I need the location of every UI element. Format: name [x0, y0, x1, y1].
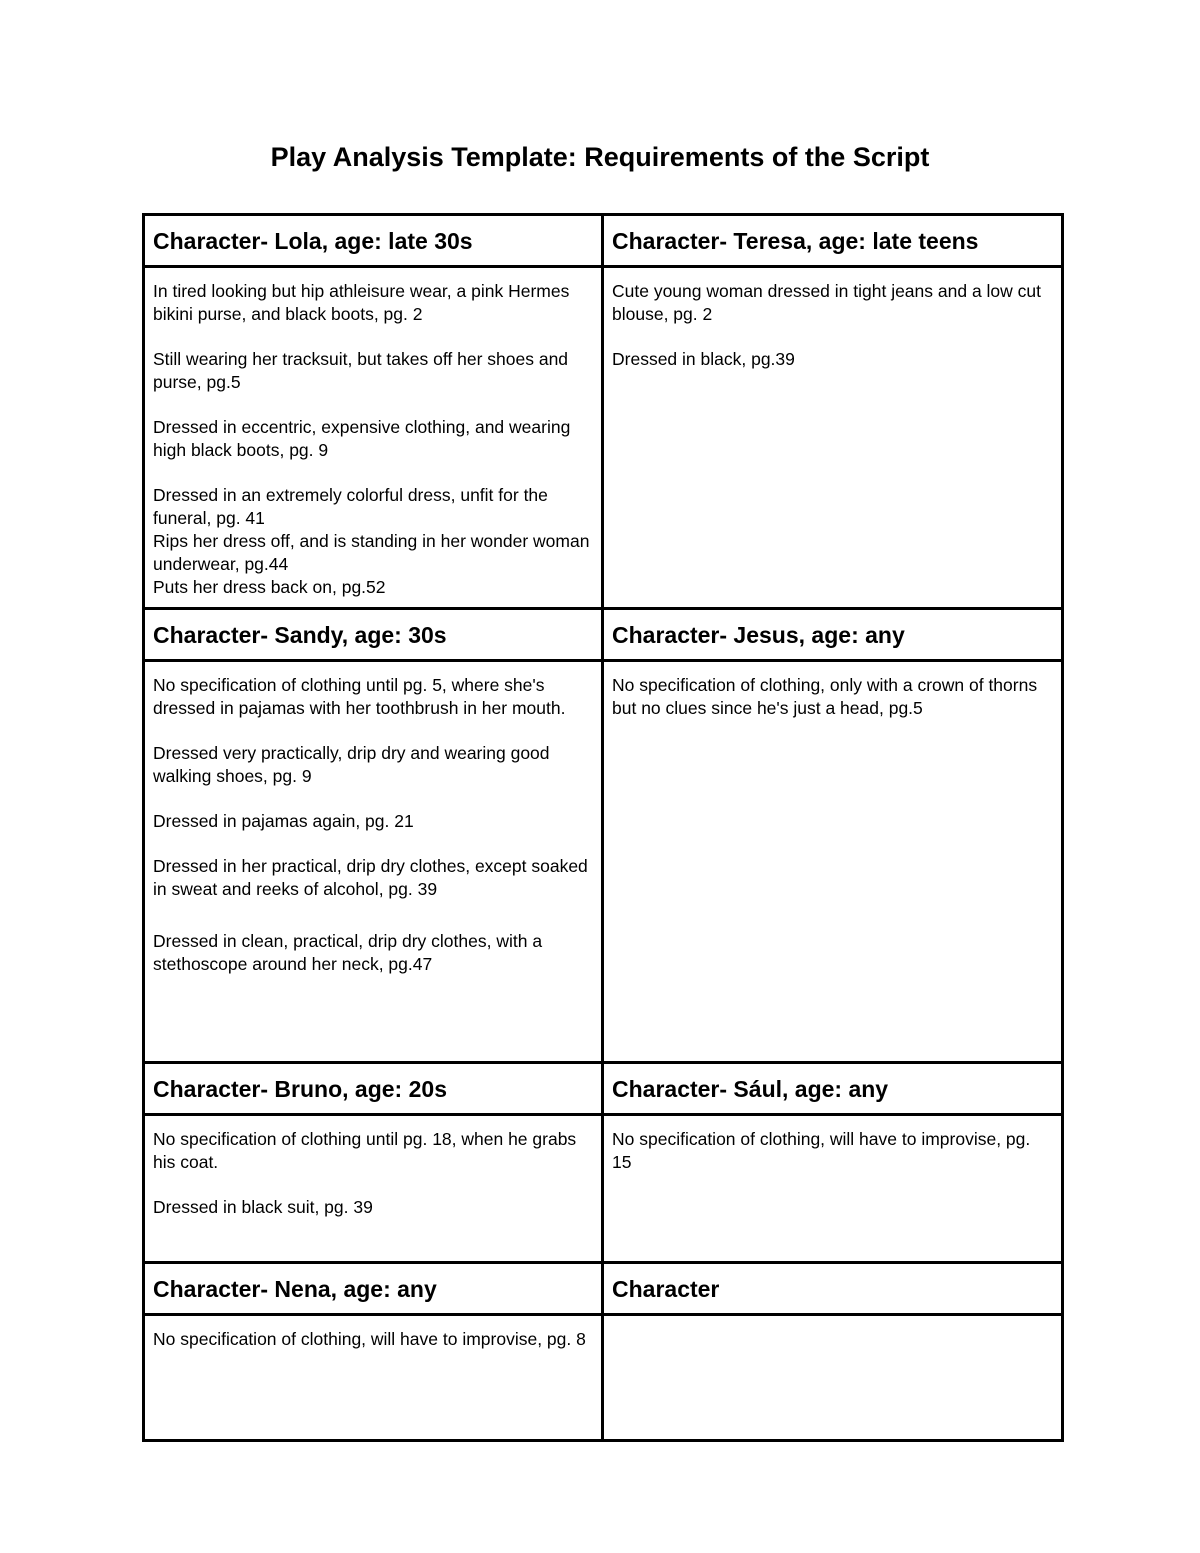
costume-note-line: Dressed in black, pg.39 — [612, 349, 795, 369]
costume-note-line: Rips her dress off, and is standing in her wonder woman underwear, pg.44 — [153, 531, 590, 574]
costume-notes-cell — [144, 1315, 603, 1441]
character-name-age: Character- Lola, age: late 30s — [153, 228, 473, 254]
character-name-age: Character — [612, 1276, 720, 1302]
costume-note-line: Cute young woman dressed in tight jeans and a low cut blouse, pg. 2 — [612, 281, 1042, 324]
character-name-age: Character- Nena, age: any — [153, 1276, 437, 1302]
character-header-row — [144, 1263, 1063, 1315]
costume-note — [612, 674, 1053, 720]
character-header-cell — [603, 1063, 1063, 1115]
costume-note — [153, 416, 593, 462]
costume-notes-cell — [603, 267, 1063, 609]
costume-note-line: Dressed in pajamas again, pg. 21 — [153, 811, 414, 831]
costume-note-line: In tired looking but hip athleisure wear, a pink Hermes bikini purse, and black boots, pg. 2 — [153, 281, 570, 324]
costume-notes-cell — [144, 661, 603, 1063]
character-name-age: Character- Bruno, age: 20s — [153, 1076, 447, 1102]
costume-note-line: Still wearing her tracksuit, but takes off her shoes and purse, pg.5 — [153, 349, 569, 392]
character-header-row — [144, 609, 1063, 661]
costume-note — [153, 674, 593, 720]
costume-note — [153, 280, 593, 326]
character-header-cell — [144, 1063, 603, 1115]
character-name-age: Character- Sandy, age: 30s — [153, 622, 447, 648]
costume-note-line: Dressed in eccentric, expensive clothing, and wearing high black boots, pg. 9 — [153, 417, 571, 460]
costume-note-line: Dressed in an extremely colorful dress, unfit for the funeral, pg. 41 — [153, 485, 548, 528]
costume-notes-cell — [144, 267, 603, 609]
costume-note — [612, 348, 1053, 371]
costume-note — [153, 810, 593, 833]
character-name-age: Character- Jesus, age: any — [612, 622, 905, 648]
costume-notes-cell — [603, 1315, 1063, 1441]
costume-note-line: Puts her dress back on, pg.52 — [153, 577, 386, 597]
costume-note-line: No specification of clothing, will have to improvise, pg. 8 — [153, 1329, 586, 1349]
character-header-cell — [603, 1263, 1063, 1315]
costume-note — [612, 280, 1053, 326]
costume-note-line: Dressed in clean, practical, drip dry clothes, with a stethoscope around her neck, pg.47 — [153, 931, 543, 974]
costume-note-line: Dressed in black suit, pg. 39 — [153, 1197, 373, 1217]
character-costume-row — [144, 267, 1063, 609]
costume-note-line: Dressed very practically, drip dry and wearing good walking shoes, pg. 9 — [153, 743, 550, 786]
costume-notes-cell — [144, 1115, 603, 1263]
character-name-age: Character- Sául, age: any — [612, 1076, 889, 1102]
character-header-cell — [144, 1263, 603, 1315]
costume-note — [153, 930, 593, 976]
costume-note — [153, 1196, 593, 1219]
character-name-age: Character- Teresa, age: late teens — [612, 228, 979, 254]
costume-note — [153, 348, 593, 394]
character-header-row — [144, 1063, 1063, 1115]
costume-note — [153, 1328, 593, 1351]
costume-note — [612, 1128, 1053, 1174]
character-header-cell — [144, 215, 603, 267]
costume-note — [153, 484, 593, 599]
costume-note — [153, 855, 593, 901]
costume-note — [153, 1128, 593, 1174]
costume-note-line: No specification of clothing until pg. 5, where she's dressed in pajamas with her toothbrush in her mouth. — [153, 675, 566, 718]
costume-note-line: No specification of clothing until pg. 18, when he grabs his coat. — [153, 1129, 577, 1172]
character-header-cell — [144, 609, 603, 661]
character-header-row — [144, 215, 1063, 267]
character-table — [142, 213, 1064, 1442]
costume-note-line: No specification of clothing, only with a crown of thorns but no clues since he's just a head, pg.5 — [612, 675, 1038, 718]
page-title: Play Analysis Template: Requirements of the Script — [270, 142, 930, 172]
character-costume-row — [144, 1115, 1063, 1263]
character-costume-row — [144, 661, 1063, 1063]
costume-notes-cell — [603, 1115, 1063, 1263]
costume-notes-cell — [603, 661, 1063, 1063]
costume-note-line: Dressed in her practical, drip dry clothes, except soaked in sweat and reeks of alcohol, pg. 39 — [153, 856, 588, 899]
costume-note-line: No specification of clothing, will have to improvise, pg. 15 — [612, 1129, 1031, 1172]
character-costume-row — [144, 1315, 1063, 1441]
character-header-cell — [603, 215, 1063, 267]
costume-note — [153, 742, 593, 788]
character-header-cell — [603, 609, 1063, 661]
